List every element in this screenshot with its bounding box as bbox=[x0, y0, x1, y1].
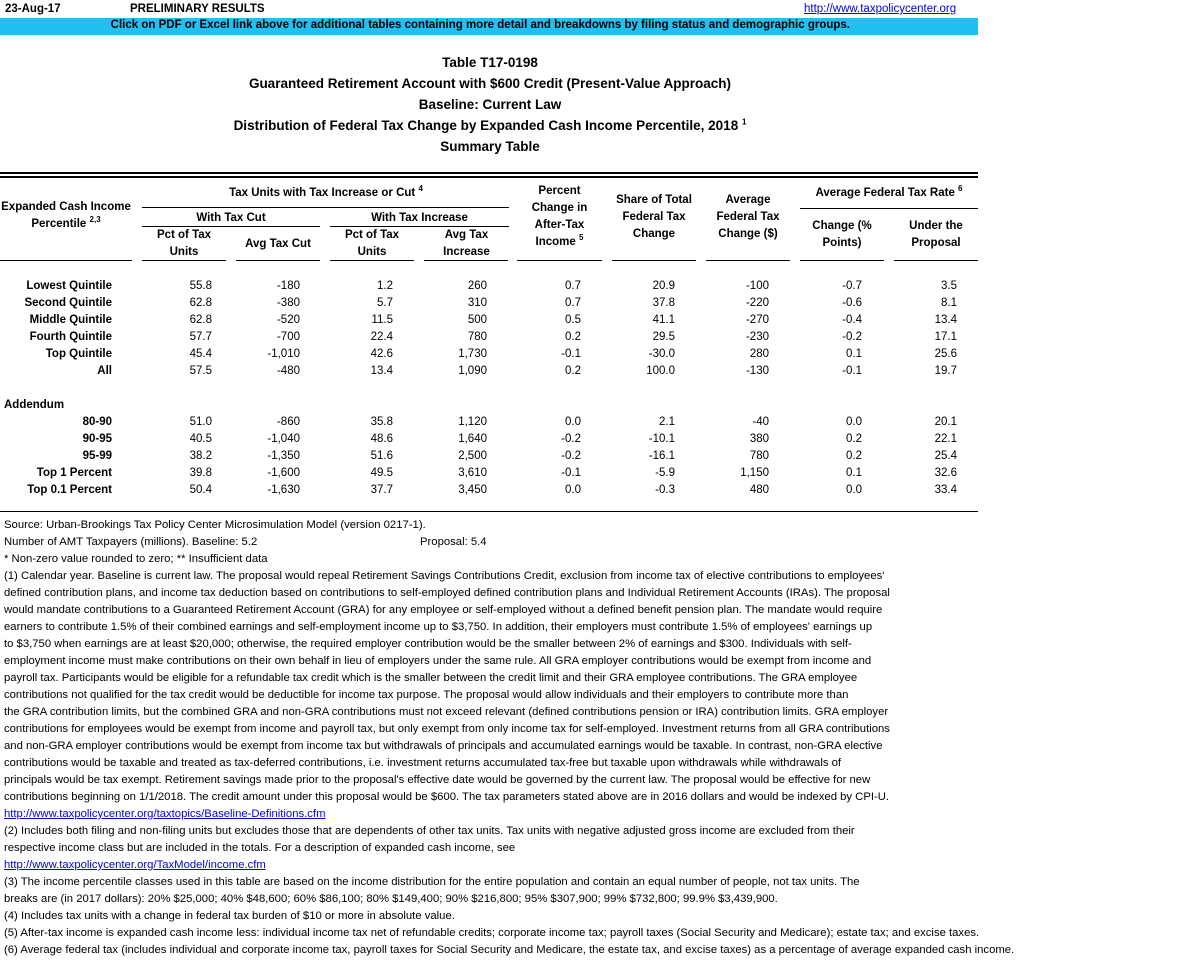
cell-rate-change: 0.2 bbox=[846, 450, 862, 462]
note-line: and non-GRA employer contributions would be exempt from income tax but withdrawals of principals and accumulated earnings would be taxable. In contrast, non-GRA elective bbox=[4, 740, 883, 752]
cell-inc-avg: 260 bbox=[467, 280, 487, 292]
header-avg-change: Average Federal Tax Change ($) bbox=[716, 194, 780, 240]
cell-share: 20.9 bbox=[652, 280, 675, 292]
cell-cut-avg: -180 bbox=[276, 280, 300, 292]
cell-inc-avg: 1,640 bbox=[458, 433, 487, 445]
cell-cut-pct: 57.5 bbox=[189, 365, 212, 377]
cell-rate-under: 33.4 bbox=[934, 484, 957, 496]
cell-inc-pct: 42.6 bbox=[370, 348, 393, 360]
preliminary-label: PRELIMINARY RESULTS bbox=[130, 3, 265, 15]
cell-avg-change: -130 bbox=[745, 365, 769, 377]
cell-inc-pct: 35.8 bbox=[370, 416, 393, 428]
cell-cut-avg: -860 bbox=[276, 416, 300, 428]
cell-rate-change: -0.2 bbox=[842, 331, 862, 343]
cell-cut-avg: -520 bbox=[276, 314, 300, 326]
cell-inc-pct: 11.5 bbox=[371, 314, 393, 326]
note-line: contributions not qualified for the tax credit would be deductible for income tax purpose. The proposal would allow individuals and their employers to contribute more than bbox=[4, 689, 849, 701]
cell-avg-change: 480 bbox=[749, 484, 769, 496]
cell-cut-pct: 57.7 bbox=[189, 331, 212, 343]
cell-inc-avg: 310 bbox=[467, 297, 487, 309]
amt-proposal: Proposal: 5.4 bbox=[420, 536, 487, 548]
income-definition-link[interactable]: http://www.taxpolicycenter.org/TaxModel/income.cfm bbox=[4, 859, 266, 871]
header-rate-under: Under the Proposal bbox=[909, 220, 963, 249]
cell-share: -16.1 bbox=[648, 450, 675, 462]
cell-pct-change: -0.1 bbox=[561, 348, 581, 360]
cell-pct-change: 0.2 bbox=[565, 365, 581, 377]
table-row-label: Second Quintile bbox=[24, 297, 112, 309]
cell-cut-avg: -1,600 bbox=[267, 467, 300, 479]
cell-rate-change: -0.1 bbox=[842, 365, 862, 377]
cell-rate-change: -0.4 bbox=[842, 314, 862, 326]
cell-inc-pct: 37.7 bbox=[370, 484, 393, 496]
note-line: the GRA contribution limits, but the combined GRA and non-GRA contributions must not exceed relevant (defined contributions pension or IRA) contribution limits. GRA employer bbox=[4, 706, 889, 718]
rule bbox=[142, 260, 226, 261]
cell-pct-change: -0.1 bbox=[561, 467, 581, 479]
table-row-label: All bbox=[97, 365, 112, 377]
distribution-title: Distribution of Federal Tax Change by Expanded Cash Income Percentile, 2018 $^1$ bbox=[233, 117, 747, 133]
note-line: principals would be tax exempt. Retirement savings made prior to the proposal's effective date would be governed by the current law. The proposal would be effective for new bbox=[4, 774, 871, 786]
footnotes bbox=[4, 517, 1015, 959]
table-row-label: Lowest Quintile bbox=[26, 280, 112, 292]
note-line: (3) The income percentile classes used in this table are based on the income distribution for the entire population and contain an equal number of people, not tax units. The bbox=[4, 876, 860, 888]
cell-inc-pct: 5.7 bbox=[377, 297, 393, 309]
baseline-definitions-link[interactable]: http://www.taxpolicycenter.org/taxtopics/Baseline-Definitions.cfm bbox=[4, 808, 326, 820]
addendum-label: Addendum bbox=[4, 399, 65, 411]
addendum-row-label: 80-90 bbox=[82, 416, 112, 428]
cell-cut-pct: 50.4 bbox=[189, 484, 212, 496]
cell-inc-avg: 3,610 bbox=[458, 467, 487, 479]
note-5: (5) After-tax income is expanded cash income less: individual income tax net of refundable credits; corporate income tax; payroll taxes (Social Security and Medicare); estate tax; and excise taxes. bbox=[4, 927, 980, 939]
note-line: contributions would be taxable and treated as tax-deferred contributions, i.e. investment returns accumulated tax-free but taxable upon withdrawals while withdrawals of bbox=[4, 757, 842, 769]
cell-cut-pct: 62.8 bbox=[189, 297, 212, 309]
cell-rate-under: 3.5 bbox=[941, 280, 957, 292]
header-pct-change: Percent Change in After-Tax Income $^5$ bbox=[531, 185, 588, 248]
cell-inc-avg: 2,500 bbox=[458, 450, 487, 462]
cell-rate-under: 22.1 bbox=[934, 433, 957, 445]
footnote-ref: 1 bbox=[741, 117, 747, 127]
addendum-row-label: Top 1 Percent bbox=[36, 467, 112, 479]
amt-note: Number of AMT Taxpayers (millions). Baseline: 5.2 Proposal: 5.4 bbox=[4, 534, 994, 551]
cell-share: -10.1 bbox=[648, 433, 675, 445]
cell-rate-under: 25.6 bbox=[934, 348, 957, 360]
header-avg-increase: Avg Tax Increase bbox=[443, 229, 490, 258]
cell-avg-change: 1,150 bbox=[740, 467, 769, 479]
cell-share: 37.8 bbox=[652, 297, 675, 309]
cell-inc-pct: 51.6 bbox=[370, 450, 393, 462]
cell-pct-change: 0.5 bbox=[565, 314, 581, 326]
cell-cut-avg: -1,350 bbox=[267, 450, 300, 462]
cell-rate-under: 13.4 bbox=[934, 314, 957, 326]
table-row-label: Fourth Quintile bbox=[29, 331, 112, 343]
cell-cut-avg: -1,040 bbox=[267, 433, 300, 445]
banner-text: Click on PDF or Excel link above for additional tables containing more detail and breakdowns by filing status and demographic groups. bbox=[110, 19, 850, 31]
rule bbox=[236, 260, 320, 261]
cell-pct-change: 0.7 bbox=[565, 297, 581, 309]
site-link[interactable]: http://www.taxpolicycenter.org bbox=[804, 3, 957, 15]
cell-cut-pct: 62.8 bbox=[189, 314, 212, 326]
table-titles bbox=[0, 52, 980, 157]
rule bbox=[894, 260, 978, 261]
rule bbox=[517, 260, 602, 261]
cell-cut-pct: 40.5 bbox=[189, 433, 212, 445]
table-row-label: Middle Quintile bbox=[29, 314, 112, 326]
note-6: (6) Average federal tax (includes individual and corporate income tax, payroll taxes for Social Security and Medicare, the estate tax, and excise taxes) as a percentage of average expanded cash income. bbox=[4, 944, 1015, 956]
note-line: contributions beginning on 1/1/2018. The credit amount under this proposal would be $600. The tax parameters stated above are in 2016 dollars and would be indexed by CPI-U. bbox=[4, 791, 890, 803]
cell-rate-under: 20.1 bbox=[934, 416, 957, 428]
note-line: would mandate contributions to a Guaranteed Retirement Account (GRA) for any employee or self-employed without a defined benefit pension plan. The mandate would require bbox=[4, 604, 883, 616]
cell-rate-change: -0.6 bbox=[842, 297, 862, 309]
cell-avg-change: -230 bbox=[745, 331, 769, 343]
cell-avg-change: -270 bbox=[745, 314, 769, 326]
cell-share: -30.0 bbox=[648, 348, 675, 360]
header-share: Share of Total Federal Tax Change bbox=[616, 194, 692, 240]
cell-avg-change: 380 bbox=[749, 433, 769, 445]
cell-inc-avg: 500 bbox=[467, 314, 487, 326]
note-line: (2) Includes both filing and non-filing units but excludes those that are dependents of other tax units. Tax units with negative adjusted gross income are excluded from their bbox=[4, 825, 855, 837]
header-avg-cut: Avg Tax Cut bbox=[245, 238, 311, 250]
cell-pct-change: 0.0 bbox=[565, 416, 581, 428]
addendum-row-label: Top 0.1 Percent bbox=[27, 484, 112, 496]
table-id: Table T17-0198 bbox=[442, 55, 538, 70]
cell-inc-avg: 1,730 bbox=[458, 348, 487, 360]
cell-share: 29.5 bbox=[652, 331, 675, 343]
note-line: payroll tax. Participants would be eligible for a refundable tax credit which is the smaller between the credit limit and their GRA employee contributions. The GRA employee bbox=[4, 672, 858, 684]
report-date: 23-Aug-17 bbox=[5, 3, 61, 15]
rule bbox=[142, 207, 509, 208]
header-rate-change: Change (% Points) bbox=[812, 220, 872, 249]
rule bbox=[800, 208, 978, 209]
cell-avg-change: 280 bbox=[749, 348, 769, 360]
note-line: contributions for employees would be exempt from income and payroll tax, but only exempt from only income tax for self-employed. Investment returns from all GRA contributions bbox=[4, 723, 890, 735]
header-inc-pct: Pct of Tax Units bbox=[344, 229, 400, 258]
table-top-rule bbox=[0, 172, 978, 174]
cell-rate-under: 19.7 bbox=[934, 365, 957, 377]
header-percentile: Expanded Cash Income Percentile $^{2,3}$ bbox=[1, 201, 131, 230]
note-line: defined contribution plans, and income tax deduction based on contributions to self-employed defined contribution plans and Individual Retirement Accounts (IRAs). The proposal bbox=[4, 587, 890, 599]
rule bbox=[424, 260, 508, 261]
cell-pct-change: -0.2 bbox=[561, 450, 581, 462]
cell-rate-under: 32.6 bbox=[934, 467, 957, 479]
cell-inc-avg: 3,450 bbox=[458, 484, 487, 496]
rule bbox=[800, 260, 884, 261]
cell-cut-avg: -700 bbox=[276, 331, 300, 343]
cell-cut-avg: -1,010 bbox=[267, 348, 300, 360]
cell-share: 41.1 bbox=[652, 314, 675, 326]
cell-inc-avg: 1,120 bbox=[458, 416, 487, 428]
header-cut-pct: Pct of Tax Units bbox=[156, 229, 212, 258]
cell-share: -0.3 bbox=[655, 484, 675, 496]
cell-pct-change: 0.0 bbox=[565, 484, 581, 496]
cell-avg-change: -40 bbox=[752, 416, 769, 428]
summary-title: Summary Table bbox=[440, 139, 540, 154]
table-row-label: Top Quintile bbox=[45, 348, 112, 360]
cell-rate-under: 8.1 bbox=[941, 297, 957, 309]
table-title: Guaranteed Retirement Account with $600 Credit (Present-Value Approach) bbox=[248, 76, 732, 91]
table-top-rule-2 bbox=[0, 176, 978, 178]
cell-cut-avg: -1,630 bbox=[267, 484, 300, 496]
cell-cut-avg: -480 bbox=[276, 365, 300, 377]
cell-rate-under: 17.1 bbox=[934, 331, 957, 343]
cell-inc-pct: 13.4 bbox=[370, 365, 393, 377]
note-line: to $3,750 when earnings are at least $20,000; otherwise, the required employer contribution would be the smaller between 2% of earnings and $300. Individuals with self- bbox=[4, 638, 852, 650]
cell-inc-pct: 22.4 bbox=[370, 331, 393, 343]
cell-inc-pct: 1.2 bbox=[377, 280, 393, 292]
note-3 bbox=[4, 874, 994, 908]
cell-cut-pct: 38.2 bbox=[189, 450, 212, 462]
cell-rate-change: -0.7 bbox=[842, 280, 862, 292]
note-line: breaks are (in 2017 dollars): 20% $25,000; 40% $48,600; 60% $86,100; 80% $149,400; 90% $216,800; 95% $307,900; 99% $732,800; 99.9% $3,439,900. bbox=[4, 893, 778, 905]
cell-avg-change: -100 bbox=[745, 280, 769, 292]
note-line: employment income must make contributions on their own behalf in lieu of employers under the same rule. All GRA employer contributions would be exempt from income and bbox=[4, 655, 872, 667]
cell-pct-change: 0.7 bbox=[565, 280, 581, 292]
cell-inc-pct: 48.6 bbox=[370, 433, 393, 445]
note-line: earners to contribute 1.5% of their combined earnings and self-employment income up to $3,750. In addition, their employers must contribute 1.5% of employees' earnings up bbox=[4, 621, 873, 633]
cell-pct-change: 0.2 bbox=[565, 331, 581, 343]
rule bbox=[0, 260, 132, 261]
baseline-title: Baseline: Current Law bbox=[418, 97, 562, 112]
cell-cut-avg: -380 bbox=[276, 297, 300, 309]
cell-share: 2.1 bbox=[659, 416, 675, 428]
note-line: (1) Calendar year. Baseline is current law. The proposal would repeal Retirement Savings Contributions Credit, exclusion from income tax of elective contributions to employees' bbox=[4, 570, 885, 582]
info-banner bbox=[0, 18, 978, 35]
cell-cut-pct: 51.0 bbox=[189, 416, 212, 428]
cell-cut-pct: 39.8 bbox=[189, 467, 212, 479]
source-note: Source: Urban-Brookings Tax Policy Center Microsimulation Model (version 0217-1). bbox=[4, 519, 426, 531]
cell-rate-change: 0.0 bbox=[846, 484, 862, 496]
cell-cut-pct: 45.4 bbox=[189, 348, 212, 360]
cell-rate-change: 0.0 bbox=[846, 416, 862, 428]
cell-rate-change: 0.1 bbox=[846, 467, 862, 479]
note-2 bbox=[4, 823, 994, 857]
cell-inc-pct: 49.5 bbox=[370, 467, 393, 479]
cell-avg-change: -220 bbox=[745, 297, 769, 309]
cell-inc-avg: 780 bbox=[467, 331, 487, 343]
addendum-row-label: 95-99 bbox=[82, 450, 112, 462]
rule bbox=[330, 260, 414, 261]
header-with-tax-increase: With Tax Increase bbox=[371, 212, 468, 224]
cell-cut-pct: 55.8 bbox=[189, 280, 212, 292]
note-4: (4) Includes tax units with a change in federal tax burden of $10 or more in absolute value. bbox=[4, 910, 455, 922]
cell-rate-change: 0.2 bbox=[846, 433, 862, 445]
cell-avg-change: 780 bbox=[749, 450, 769, 462]
cell-rate-under: 25.4 bbox=[934, 450, 957, 462]
header-with-tax-cut: With Tax Cut bbox=[196, 212, 266, 224]
cell-pct-change: -0.2 bbox=[561, 433, 581, 445]
addendum-row-label: 90-95 bbox=[82, 433, 112, 445]
rule bbox=[706, 260, 790, 261]
legend-note: * Non-zero value rounded to zero; ** Insufficient data bbox=[4, 553, 268, 565]
cell-rate-change: 0.1 bbox=[846, 348, 862, 360]
cell-share: 100.0 bbox=[646, 365, 675, 377]
note-1 bbox=[4, 568, 994, 806]
header-rate-group: Average Federal Tax Rate $^6$ bbox=[815, 184, 963, 199]
header-tax-units-group: Tax Units with Tax Increase or Cut $^4$ bbox=[229, 184, 423, 199]
cell-share: -5.9 bbox=[655, 467, 675, 479]
cell-inc-avg: 1,090 bbox=[458, 365, 487, 377]
table-bottom-rule bbox=[0, 511, 978, 512]
rule bbox=[612, 260, 696, 261]
note-line: respective income class but are included in the totals. For a description of expanded cash income, see bbox=[4, 842, 516, 854]
